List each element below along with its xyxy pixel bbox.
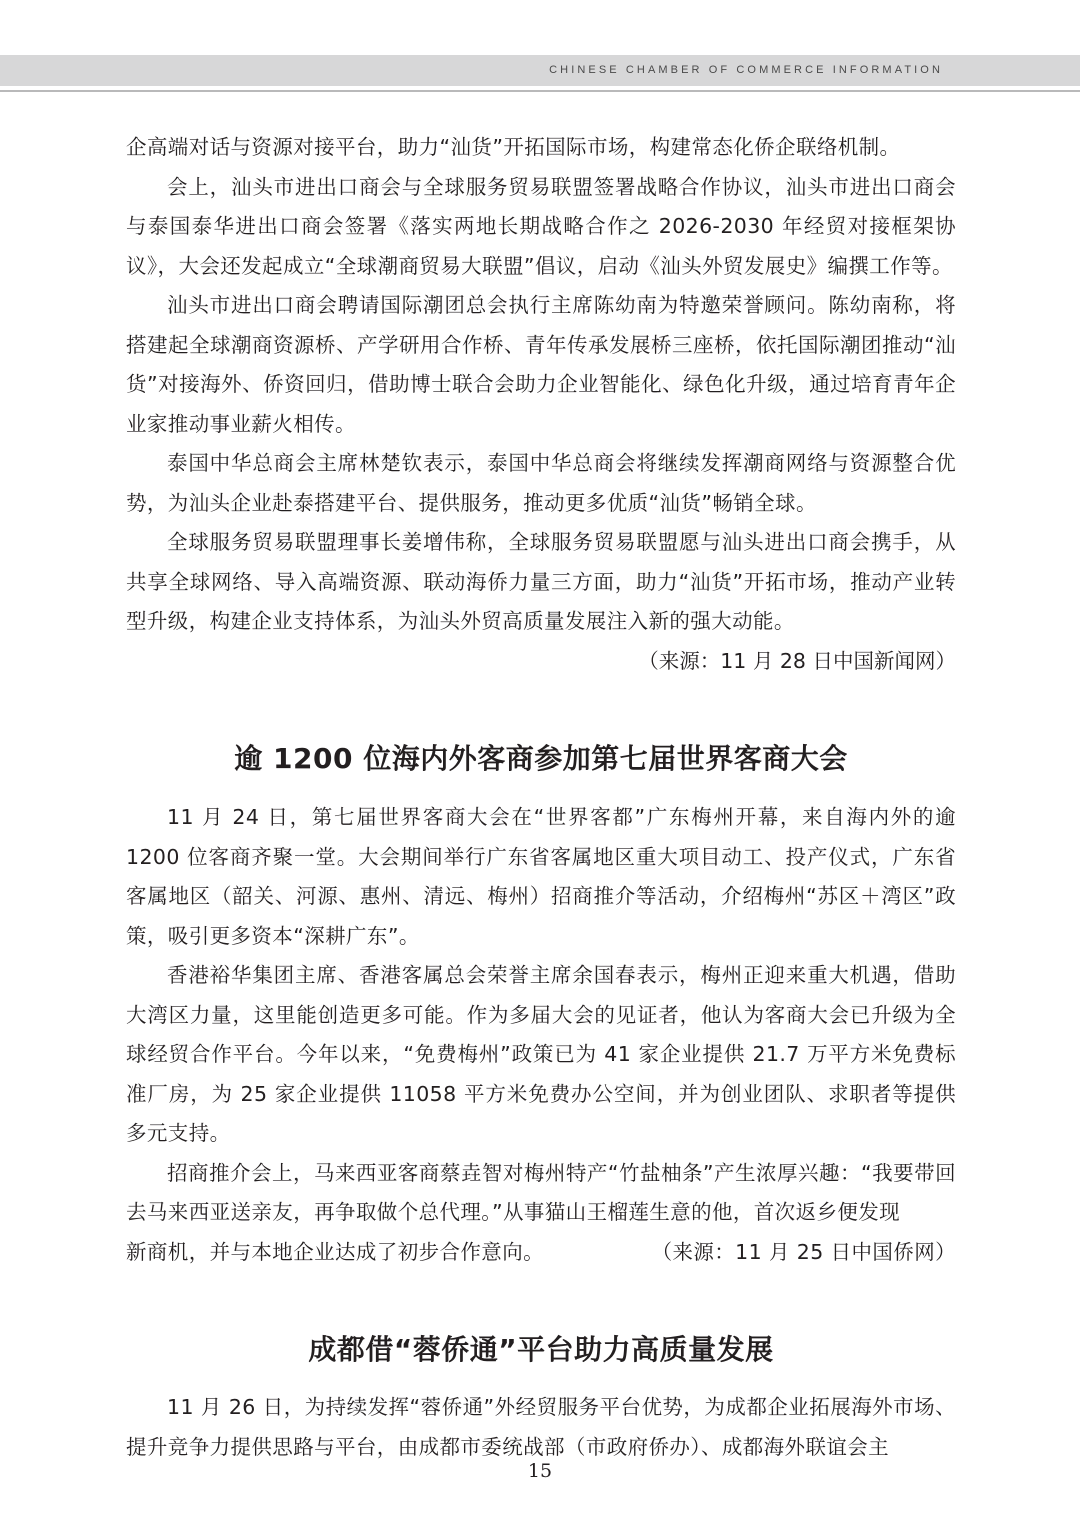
source-citation: （来源：11 月 28 日中国新闻网） [638, 648, 956, 673]
article-title: 成都借“蓉侨通”平台助力高质量发展 [308, 1333, 774, 1366]
article-title: 逾 1200 位海内外客商参加第七届世界客商大会 [234, 742, 848, 775]
paragraph: 全球服务贸易联盟理事长姜增伟称，全球服务贸易联盟愿与汕头进出口商会携手，从共享全球网络、导入高端资源、联动海侨力量三方面，助力“汕货”开拓市场，推动产业转型升级，构建企业支持体系，为汕头外贸高质量发展注入新的强大动能。 [126, 530, 956, 633]
running-header: CHINESE CHAMBER OF COMMERCE INFORMATION [549, 64, 943, 76]
continued-article [126, 128, 956, 681]
paragraph: 企高端对话与资源对接平台，助力“汕货”开拓国际市场，构建常态化侨企联络机制。 [126, 135, 901, 159]
article-hakka [126, 739, 956, 1272]
paragraph-final-line [126, 1233, 956, 1273]
page-content [126, 128, 956, 1467]
source-citation: （来源：11 月 25 日中国侨网） [651, 1239, 956, 1264]
paragraph-end: 新商机，并与本地企业达成了初步合作意向。 [126, 1239, 544, 1264]
paragraph: 11 月 26 日，为持续发挥“蓉侨通”外经贸服务平台优势，为成都企业拓展海外市场、提升竞争力提供思路与平台，由成都市委统战部（市政府侨办）、成都海外联谊会主 [126, 1395, 956, 1459]
paragraph: 汕头市进出口商会聘请国际潮团总会执行主席陈幼南为特邀荣誉顾问。陈幼南称，将搭建起全球潮商资源桥、产学研用合作桥、青年传承发展桥三座桥，依托国际潮团推动“汕货”对接海外、侨资回归，借助博士联合会助力企业智能化、绿色化升级，通过培育青年企业家推动事业薪火相传。 [126, 293, 956, 436]
paragraph: 11 月 24 日，第七届世界客商大会在“世界客都”广东梅州开幕，来自海内外的逾 1200 位客商齐聚一堂。大会期间举行广东省客属地区重大项目动工、投产仪式，广东省客属地区（韶关、河源、惠州、清远、梅州）招商推介等活动，介绍梅州“苏区＋湾区”政策，吸引更多资本“深耕广东”。 [126, 805, 956, 948]
paragraph: 会上，汕头市进出口商会与全球服务贸易联盟签署战略合作协议，汕头市进出口商会与泰国泰华进出口商会签署《落实两地长期战略合作之 2026-2030 年经贸对接框架协议》，大会还发起成立“全球潮商贸易大联盟”倡议，启动《汕头外贸发展史》编撰工作等。 [126, 174, 956, 278]
paragraph: 香港裕华集团主席、香港客属总会荣誉主席余国春表示，梅州正迎来重大机遇，借助大湾区力量，这里能创造更多可能。作为多届大会的见证者，他认为客商大会已升级为全球经贸合作平台。今年以来，“免费梅州”政策已为 41 家企业提供 21.7 万平方米免费标准厂房，为 25 家企业提供 11058 平方米免费办公空间，并为创业团队、求职者等提供多元支持。 [126, 963, 956, 1145]
page-number: 15 [527, 1460, 553, 1482]
paragraph: 泰国中华总商会主席林楚钦表示，泰国中华总商会将继续发挥潮商网络与资源整合优势，为汕头企业赴泰搭建平台、提供服务，推动更多优质“汕货”畅销全球。 [126, 451, 956, 515]
article-chengdu [126, 1330, 956, 1467]
header-rule [0, 90, 1080, 92]
paragraph: 招商推介会上，马来西亚客商蔡垚智对梅州特产“竹盐柚条”产生浓厚兴趣：“我要带回去马来西亚送亲友，再争取做个总代理。”从事猫山王榴莲生意的他，首次返乡便发现 [126, 1160, 956, 1224]
